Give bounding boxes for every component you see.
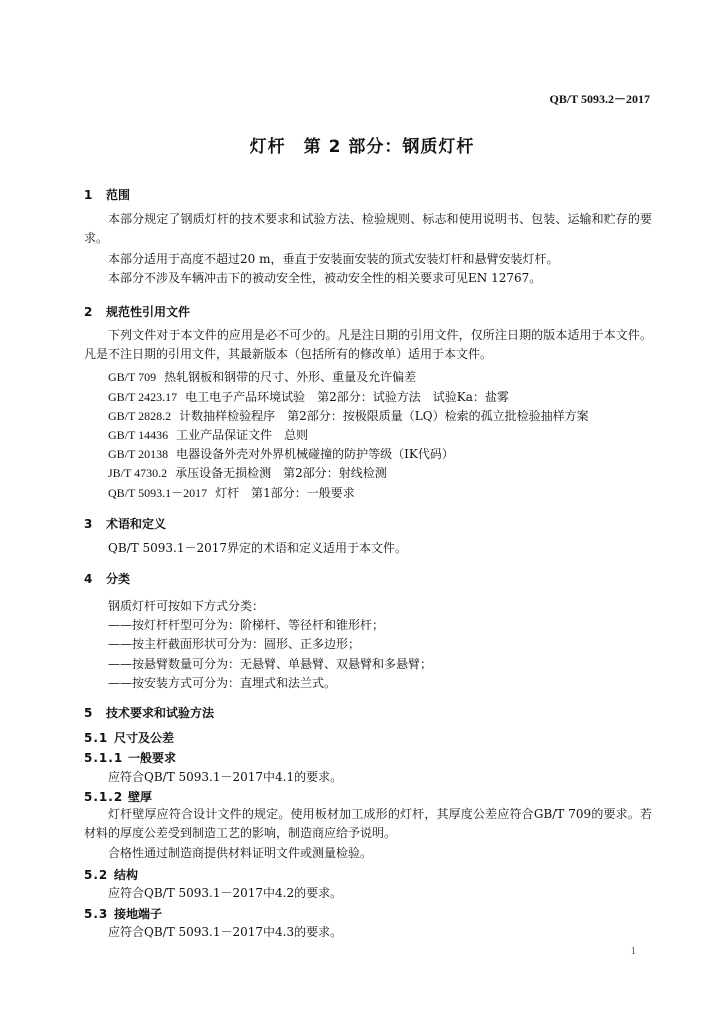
reference-item (108, 426, 308, 443)
section-number: 5.2 (84, 868, 109, 882)
section-2-heading (84, 303, 190, 320)
standard-code: QB/T 5093.2－2017 (549, 92, 650, 106)
section-5-1-2-paragraph-2: 合格性通过制造商提供材料证明文件或测量检验。 (108, 846, 373, 860)
section-3-paragraph-1: QB/T 5093.1－2017界定的术语和定义适用于本文件。 (108, 541, 408, 555)
reference-item (108, 484, 355, 501)
section-5-2-paragraph: 应符合QB/T 5093.1－2017中4.2的要求。 (108, 886, 343, 900)
reference-title: 灯杆 第1部分：一般要求 (215, 486, 355, 500)
section-number: 5.1.1 (84, 751, 124, 765)
section-number: 5.1 (84, 731, 109, 745)
section-5-1-heading (84, 729, 174, 746)
reference-item (108, 388, 509, 405)
section-1-paragraph-3: 本部分不涉及车辆冲击下的被动安全性，被动安全性的相关要求可见EN 12767。 (108, 271, 542, 285)
reference-title: 承压设备无损检测 第2部分：射线检测 (175, 466, 387, 480)
reference-title: 工业产品保证文件 总则 (176, 428, 309, 442)
section-number: 4 (84, 572, 93, 586)
classification-item: ——按灯杆杆型可分为：阶梯杆、等径杆和锥形杆； (108, 618, 385, 632)
reference-code: GB/T 2828.2 (108, 409, 172, 423)
section-title: 术语和定义 (106, 517, 167, 531)
section-5-heading (84, 704, 214, 721)
section-5-1-2-heading (84, 788, 152, 805)
section-title: 规范性引用文件 (106, 305, 191, 319)
reference-title: 电器设备外壳对外界机械碰撞的防护等级（IK代码） (176, 447, 454, 461)
section-3-heading (84, 515, 166, 532)
section-number: 3 (84, 517, 93, 531)
reference-title: 电工电子产品环境试验 第2部分：试验方法 试验Ka：盐雾 (185, 390, 509, 404)
reference-item (108, 407, 589, 424)
reference-item (108, 368, 416, 385)
section-title: 接地端子 (114, 907, 163, 921)
reference-code: GB/T 20138 (108, 447, 169, 461)
section-number: 5.3 (84, 907, 109, 921)
reference-title: 热轧钢板和钢带的尺寸、外形、重量及允许偏差 (164, 370, 417, 384)
section-1-paragraph-1: 本部分规定了钢质灯杆的技术要求和试验方法、检验规则、标志和使用说明书、包装、运输和贮存的要求。 (84, 212, 652, 245)
reference-code: JB/T 4730.2 (108, 466, 168, 480)
section-5-1-2-paragraph-1: 灯杆壁厚应符合设计文件的规定。使用板材加工成形的灯杆，其厚度公差应符合GB/T 709的要求。若材料的厚度公差受到制造工艺的影响，制造商应给予说明。 (84, 807, 652, 840)
section-4-heading (84, 570, 130, 587)
reference-code: GB/T 14436 (108, 428, 169, 442)
reference-item (108, 445, 454, 462)
page-number: 1 (630, 945, 636, 957)
reference-title: 计数抽样检验程序 第2部分：按极限质量（LQ）检索的孤立批检验抽样方案 (179, 409, 589, 423)
section-5-1-1-heading (84, 749, 176, 766)
section-1-heading (84, 186, 130, 203)
section-number: 5.1.2 (84, 790, 124, 804)
section-number: 1 (84, 188, 93, 202)
section-1-paragraph-2: 本部分适用于高度不超过20 m，垂直于安装面安装的顶式安装灯杆和悬臂安装灯杆。 (108, 252, 559, 266)
section-title: 一般要求 (128, 751, 177, 765)
section-number: 5 (84, 706, 93, 720)
reference-code: GB/T 2423.17 (108, 390, 178, 404)
section-5-3-heading (84, 905, 162, 922)
section-5-3-paragraph: 应符合QB/T 5093.1－2017中4.3的要求。 (108, 925, 343, 939)
classification-item: ——按安装方式可分为：直埋式和法兰式。 (108, 676, 337, 690)
section-4-intro: 钢质灯杆可按如下方式分类： (108, 599, 265, 613)
section-title: 壁厚 (128, 790, 153, 804)
classification-item: ——按主杆截面形状可分为：圆形、正多边形； (108, 637, 361, 651)
section-title: 尺寸及公差 (114, 731, 175, 745)
section-2-intro: 下列文件对于本文件的应用是必不可少的。凡是注日期的引用文件，仅所注日期的版本适用于本文件。凡是不注日期的引用文件，其最新版本（包括所有的修改单）适用于本文件。 (84, 328, 652, 361)
section-title: 结构 (114, 868, 139, 882)
section-title: 范围 (106, 188, 131, 202)
section-title: 技术要求和试验方法 (106, 706, 215, 720)
document-title: 灯杆 第 2 部分：钢质灯杆 (249, 137, 475, 157)
reference-code: GB/T 709 (108, 370, 157, 384)
section-5-1-1-paragraph: 应符合QB/T 5093.1－2017中4.1的要求。 (108, 770, 343, 784)
reference-code: QB/T 5093.1－2017 (108, 486, 208, 500)
reference-item (108, 464, 387, 481)
section-title: 分类 (106, 572, 131, 586)
section-number: 2 (84, 305, 93, 319)
section-5-2-heading (84, 866, 138, 883)
classification-item: ——按悬臂数量可分为：无悬臂、单悬臂、双悬臂和多悬臂； (108, 657, 433, 671)
